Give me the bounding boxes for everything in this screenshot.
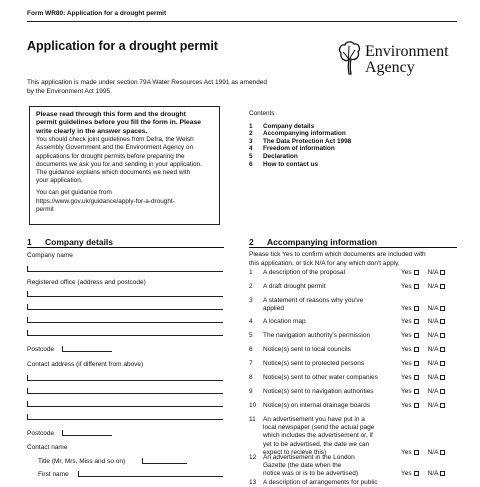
- na-checkbox[interactable]: [440, 389, 445, 394]
- checklist-item-text: A description of the proposal: [263, 269, 346, 276]
- registered-office-field-3[interactable]: [27, 317, 223, 323]
- na-label: N/A: [427, 388, 439, 395]
- na-label: N/A: [427, 283, 439, 290]
- checklist-item-number: 1: [249, 269, 253, 276]
- checklist-item-text: A draft drought permit: [263, 283, 326, 290]
- checklist-item-text: notice was or is to be advertised): [263, 470, 359, 478]
- guidance-link[interactable]: https://www.gov.uk/guidance/apply-for-a-drought-: [36, 197, 175, 205]
- first-name-label: First name: [38, 471, 69, 478]
- yes-label: Yes: [401, 360, 412, 367]
- na-label: N/A: [427, 269, 439, 276]
- checklist-item-text: Notice(s) sent to other water companies: [263, 374, 378, 381]
- yes-label: Yes: [401, 470, 412, 478]
- yes-label: Yes: [401, 346, 412, 353]
- registered-office-label: Registered office (address and postcode): [27, 279, 146, 286]
- contents-item[interactable]: 6 How to contact us: [249, 160, 319, 168]
- section2-instructions: Please tick Yes to confirm which documents are included with this application, or tick N/A for any which don't apply.: [249, 251, 426, 267]
- na-label: N/A: [427, 402, 439, 409]
- contents-item[interactable]: 1 Company details: [249, 122, 315, 130]
- yes-label: Yes: [401, 283, 412, 290]
- yes-label: Yes: [401, 332, 412, 339]
- checklist-item-text: Notice(s) sent to local councils: [263, 346, 351, 353]
- title-label: Title (Mr, Mrs, Miss and so on): [38, 458, 126, 465]
- yes-label: Yes: [401, 448, 412, 456]
- form-header: Form WR80: Application for a drought permit: [27, 10, 457, 22]
- registered-office-field-1[interactable]: [27, 291, 223, 297]
- checklist-item-text: Notice(s) on internal drainage boards: [263, 402, 370, 409]
- tree-icon: [336, 40, 362, 76]
- yes-checkbox[interactable]: [414, 375, 419, 380]
- registered-office-field-2[interactable]: [27, 304, 223, 310]
- checklist-item-number: 3: [249, 297, 253, 304]
- contents-list: [249, 110, 351, 168]
- section1-rule: [27, 247, 224, 248]
- postcode-label: Postcode: [27, 346, 55, 353]
- na-checkbox[interactable]: [440, 361, 445, 366]
- na-label: N/A: [427, 305, 439, 313]
- company-name-label: Company name: [27, 252, 73, 259]
- logo-text-line2: Agency: [365, 59, 415, 76]
- guidance-box: Please read through this form and the drought permit guidelines before you fill the form in. Please write clearly in the answer spaces. You should check joint guidelines from Defra, the Welsh Assembly Government and the Environment Agency on applications for drought permits before preparing the documents we ask you for and sending in your application. The guidance explains which documents we need with your application. You can get guidance from https://www.gov.uk/guidance/apply-for-a-drought- permit: [29, 106, 220, 225]
- yes-label: Yes: [401, 269, 412, 276]
- postcode-field[interactable]: [62, 346, 112, 352]
- yes-checkbox[interactable]: [414, 389, 419, 394]
- na-label: N/A: [427, 470, 439, 478]
- na-label: N/A: [427, 374, 439, 381]
- na-label: N/A: [427, 448, 439, 456]
- na-label: N/A: [427, 318, 439, 325]
- logo-text-line1: Environment: [365, 43, 449, 60]
- yes-checkbox[interactable]: [414, 471, 419, 476]
- checklist-item-number: 7: [249, 360, 253, 367]
- yes-label: Yes: [401, 388, 412, 395]
- na-checkbox[interactable]: [440, 333, 445, 338]
- na-checkbox[interactable]: [440, 375, 445, 380]
- checklist-item-number: 11: [249, 416, 256, 423]
- checklist-item-number: 5: [249, 332, 253, 339]
- postcode2-label: Postcode: [27, 430, 55, 437]
- checklist-item-number: 8: [249, 374, 253, 381]
- first-name-field[interactable]: [78, 471, 223, 477]
- contents-title: Contents: [249, 110, 275, 117]
- checklist-item-text: A description of arrangements for public: [263, 479, 378, 486]
- yes-checkbox[interactable]: [414, 306, 419, 311]
- registered-office-field-4[interactable]: [27, 330, 223, 336]
- checklist-item-text: The navigation authority's permission: [263, 332, 371, 339]
- checklist-item-number: 4: [249, 318, 253, 325]
- yes-label: Yes: [401, 402, 412, 409]
- contents-item[interactable]: 5 Declaration: [249, 152, 298, 160]
- contact-address-field-3[interactable]: [27, 401, 223, 407]
- na-checkbox[interactable]: [440, 319, 445, 324]
- na-checkbox[interactable]: [440, 471, 445, 476]
- na-checkbox[interactable]: [440, 403, 445, 408]
- contents-item[interactable]: 4 Freedom of information: [249, 145, 335, 153]
- yes-checkbox[interactable]: [414, 361, 419, 366]
- contact-address-field-1[interactable]: [27, 375, 223, 381]
- intro-text: This application is made under section 79A Water Resources Act 1991 as amended by the Environment Act 1995.: [27, 79, 268, 95]
- checklist-item-text: A location map: [263, 318, 306, 325]
- checklist-item-number: 12: [249, 454, 257, 461]
- checklist-item-text: Notice(s) sent to protected persons: [263, 360, 365, 367]
- na-checkbox[interactable]: [440, 306, 445, 311]
- checklist-item-text: A statement of reasons why you've: [263, 297, 364, 304]
- checklist-item-text: yet to be advertised, the date we can: [263, 440, 370, 448]
- environment-agency-logo: [336, 40, 461, 80]
- checklist-item-text: An advertisement in the London: [263, 454, 355, 461]
- section1-title: 1 Company details: [27, 237, 114, 247]
- section2-title: 2 Accompanying information: [249, 237, 378, 247]
- contact-address-field-2[interactable]: [27, 388, 223, 394]
- page-title: Application for a drought permit: [27, 39, 218, 53]
- contents-item[interactable]: 2 Accompanying information: [249, 130, 346, 138]
- yes-label: Yes: [401, 305, 412, 313]
- checklist-item-number: 13: [249, 479, 257, 486]
- checklist-item-text: An advertisement you have put in a: [263, 416, 365, 423]
- na-label: N/A: [427, 332, 439, 339]
- section2-rule: [249, 247, 457, 248]
- contact-address-label: Contact address (if different from above): [27, 361, 144, 368]
- checklist-item-number: 6: [249, 346, 253, 353]
- checklist-item-text: Notice(s) sent to navigation authorities: [263, 388, 374, 395]
- yes-checkbox[interactable]: [414, 319, 419, 324]
- yes-checkbox[interactable]: [414, 403, 419, 408]
- checklist-item-text: local newspaper (send the actual page: [263, 424, 375, 432]
- na-checkbox[interactable]: [440, 450, 445, 455]
- contact-address-field-4[interactable]: [27, 414, 223, 420]
- title-field[interactable]: [142, 458, 187, 464]
- checklist-item-number: 2: [249, 283, 253, 290]
- checklist-item-text: Gazette (the date when the: [263, 462, 342, 470]
- checklist-item-text: applied: [263, 305, 284, 313]
- checklist-item-text: expect to recieve this): [263, 448, 327, 456]
- na-label: N/A: [427, 360, 439, 367]
- yes-label: Yes: [401, 318, 412, 325]
- contact-name-label: Contact name: [27, 444, 68, 451]
- na-checkbox[interactable]: [440, 347, 445, 352]
- checklist-item-number: 9: [249, 388, 253, 395]
- na-checkbox[interactable]: [440, 270, 445, 275]
- checklist-item-text: which includes the advertisement or, if: [263, 432, 373, 440]
- postcode2-field[interactable]: [62, 430, 112, 436]
- company-name-field[interactable]: [27, 266, 223, 272]
- contents-item[interactable]: 3 The Data Protection Act 1998: [249, 137, 352, 145]
- yes-checkbox[interactable]: [414, 270, 419, 275]
- na-label: N/A: [427, 346, 439, 353]
- checklist-item-number: 10: [249, 402, 257, 409]
- yes-checkbox[interactable]: [414, 450, 419, 455]
- yes-checkbox[interactable]: [414, 284, 419, 289]
- na-checkbox[interactable]: [440, 284, 445, 289]
- yes-checkbox[interactable]: [414, 333, 419, 338]
- yes-label: Yes: [401, 374, 412, 381]
- yes-checkbox[interactable]: [414, 347, 419, 352]
